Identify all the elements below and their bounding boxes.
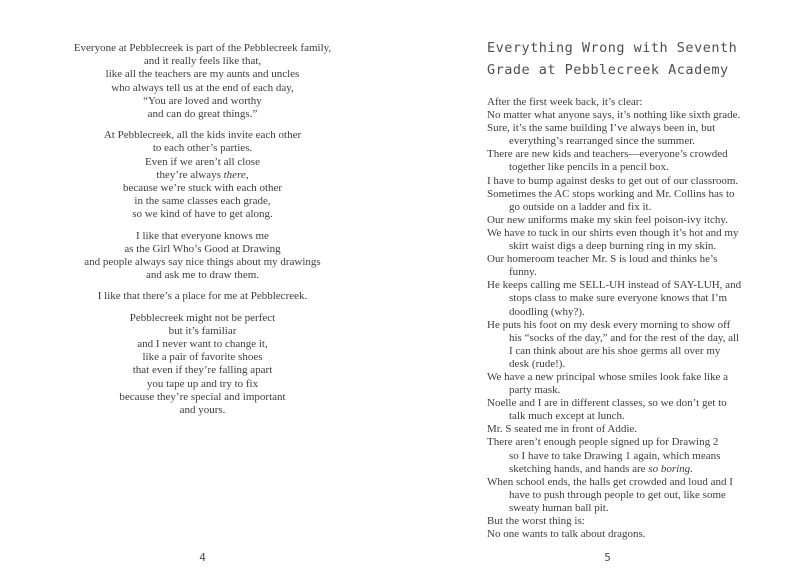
body-line: There aren’t enough people signed up for Drawing 2	[487, 436, 719, 449]
poem-line: like all the teachers are my aunts and uncles	[105, 68, 300, 81]
poem-stanza	[0, 312, 405, 418]
body-line: When school ends, the halls get crowded and loud and I	[487, 475, 733, 488]
poem-line: but it’s familiar	[168, 324, 237, 337]
poem-line: Even if we aren’t all close	[145, 155, 260, 168]
body-line: funny.	[509, 266, 537, 279]
poem-line: Pebblecreek might not be perfect	[129, 311, 276, 324]
poem-line: and I never want to change it,	[137, 338, 268, 351]
poem-stanza	[0, 129, 405, 221]
poem-line: who always tell us at the end of each day,	[111, 81, 294, 94]
body-line: Noelle and I are in different classes, so we don’t get to	[487, 397, 727, 410]
poem-line: and ask me to draw them.	[145, 269, 260, 282]
poem-line: and people always say nice things about my drawings	[84, 256, 321, 269]
body-line: Our homeroom teacher Mr. S is loud and thinks he’s	[487, 253, 718, 266]
poem-line: I like that everyone knows me	[136, 229, 269, 242]
poem-line: as the Girl Who’s Good at Drawing	[124, 242, 281, 255]
poem-line: to each other’s parties.	[152, 142, 253, 155]
body-line: party mask.	[509, 384, 561, 397]
poem-line: they’re always there,	[156, 168, 249, 181]
poem-line: because they’re special and important	[119, 390, 286, 403]
poem-line: that even if they’re falling apart	[132, 364, 273, 377]
body-line: go outside on a ladder and fix it.	[509, 200, 652, 213]
poem-line: I like that there’s a place for me at Pebblecreek.	[97, 290, 308, 303]
chapter-title	[487, 38, 786, 81]
poem-line: in the same classes each grade,	[134, 195, 271, 208]
body-line: skirt waist digs a deep burning ring in my skin.	[509, 240, 717, 253]
poem-line: you tape up and try to fix	[146, 377, 259, 390]
poem-line: “You are loved and worthy	[143, 94, 262, 107]
page-number-left: 4	[199, 551, 206, 564]
body-line: Our new uniforms make my skin feel poison-ivy itchy.	[487, 213, 728, 226]
body-line: There are new kids and teachers—everyone’s crowded	[487, 148, 728, 161]
body-line: No matter what anyone says, it’s nothing like sixth grade.	[487, 109, 741, 122]
poem-line: At Pebblecreek, all the kids invite each other	[103, 129, 302, 142]
chapter-body	[487, 96, 786, 541]
body-line: But the worst thing is:	[487, 515, 585, 527]
poem-line: and yours.	[179, 404, 226, 417]
poem-stanza	[0, 290, 405, 303]
poem-line: like a pair of favorite shoes	[142, 351, 263, 364]
poem-line: and it really feels like that,	[143, 55, 262, 68]
chapter-title-line-2: Grade at Pebblecreek Academy	[487, 61, 729, 78]
body-line: so I have to take Drawing 1 again, which means	[509, 449, 721, 462]
body-line: We have to tuck in our shirts even though it’s hot and my	[487, 226, 739, 239]
body-line: I can think about are his shoe germs all over my	[509, 344, 721, 357]
poem-line: Everyone at Pebblecreek is part of the Pebblecreek family,	[73, 42, 332, 54]
body-line: together like pencils in a pencil box.	[509, 161, 669, 174]
body-line: everything’s rearranged since the summer.	[509, 135, 696, 148]
body-line: He keeps calling me SELL-UH instead of SAY-LUH, and	[487, 279, 742, 292]
poem-line: and can do great things.”	[147, 108, 258, 121]
body-line: doodling (why?).	[509, 305, 585, 318]
body-line: sketching hands, and hands are so boring.	[509, 462, 693, 475]
poem-line: so we kind of have to get along.	[132, 208, 273, 221]
body-line: desk (rude!).	[509, 357, 566, 370]
body-line: talk much except at lunch.	[509, 410, 625, 423]
body-line: sweaty human ball pit.	[509, 501, 609, 514]
right-page	[405, 0, 810, 588]
body-line: stops class to make sure everyone knows that I’m	[509, 292, 728, 305]
body-line: We have a new principal whose smiles look fake like a	[487, 370, 729, 383]
body-line: Sure, it’s the same building I’ve always been in, but	[487, 122, 716, 135]
page-number-right: 5	[604, 551, 611, 564]
poem-line: because we’re stuck with each other	[122, 182, 283, 195]
poem-stanza	[0, 42, 405, 121]
body-line: No one wants to talk about dragons.	[487, 528, 646, 541]
body-line: Sometimes the AC stops working and Mr. Collins has to	[487, 187, 735, 200]
poem-stanza	[0, 230, 405, 283]
body-line: his “socks of the day,” and for the rest of the day, all	[509, 331, 740, 344]
body-line: He puts his foot on my desk every morning to show off	[487, 318, 731, 331]
body-line: After the first week back, it’s clear:	[487, 96, 643, 108]
body-line: Mr. S seated me in front of Addie.	[487, 423, 638, 436]
chapter-title-line-1: Everything Wrong with Seventh	[487, 40, 738, 56]
body-line: have to push through people to get out, like some	[509, 488, 726, 501]
poem	[0, 0, 405, 417]
body-line: I have to bump against desks to get out of our classroom.	[487, 174, 739, 187]
